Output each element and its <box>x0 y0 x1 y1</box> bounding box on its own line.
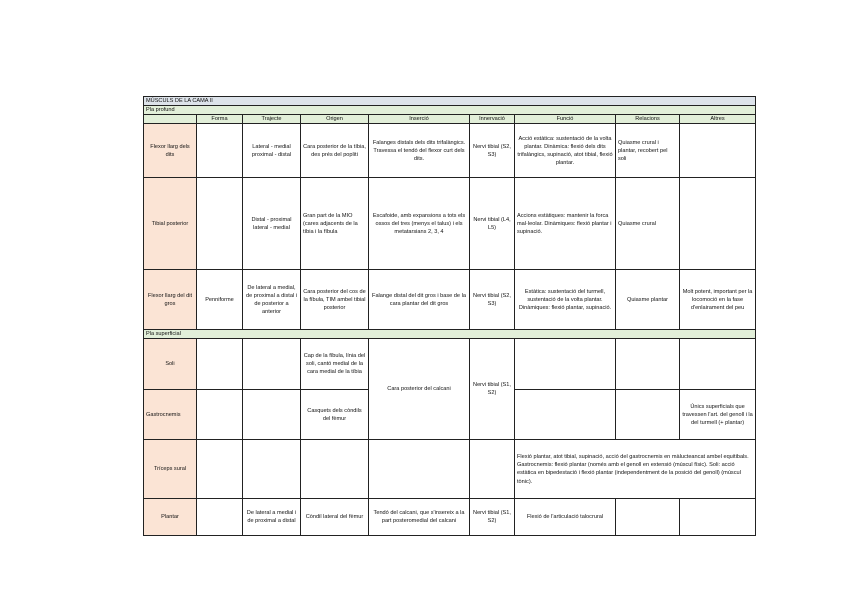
header-relacions[interactable]: Relacions <box>616 115 680 124</box>
insercio-cell[interactable]: Falange distal del dit gros i base de la cara plantar del dit gros <box>369 270 470 330</box>
altres-cell[interactable]: Únics superficials que travessen l'art. del genoll i la del turmell (+ plantar) <box>680 390 756 440</box>
relacions-cell[interactable]: Quiasme crural <box>616 178 680 270</box>
table-row <box>144 440 756 499</box>
funcio-cell[interactable] <box>515 390 616 440</box>
origen-cell[interactable] <box>301 440 369 499</box>
altres-cell[interactable] <box>680 178 756 270</box>
innervacio-cell[interactable]: Nervi tibial (L4, L5) <box>470 178 515 270</box>
header-origen[interactable]: Origen <box>301 115 369 124</box>
forma-cell[interactable] <box>197 339 243 390</box>
section-superficial[interactable]: Pla superficial <box>144 330 756 339</box>
insercio-cell-shared[interactable]: Cara posterior del calcani <box>369 339 470 440</box>
table-row <box>144 339 756 390</box>
muscle-name-cell[interactable]: Plantar <box>144 499 197 536</box>
origen-cell[interactable]: Cara posterior del cos de la fíbula, TIM ambel tibial posterior <box>301 270 369 330</box>
relacions-cell[interactable] <box>616 499 680 536</box>
table-row <box>144 499 756 536</box>
header-insercio[interactable]: Inserció <box>369 115 470 124</box>
muscle-name-cell[interactable]: Soli <box>144 339 197 390</box>
header-innervacio[interactable]: Innervació <box>470 115 515 124</box>
insercio-cell[interactable]: Tendó del calcani, que s'insereix a la part posteromedial del calcani <box>369 499 470 536</box>
muscle-table <box>143 96 756 536</box>
muscle-name-cell[interactable]: Flexor llarg del dit gros <box>144 270 197 330</box>
trajecte-cell[interactable] <box>243 339 301 390</box>
trajecte-cell[interactable] <box>243 390 301 440</box>
funcio-cell[interactable] <box>515 339 616 390</box>
origen-cell[interactable]: Cap de la fíbula, línia del soli, cantó medial de la cara medial de la tíbia <box>301 339 369 390</box>
trajecte-cell[interactable] <box>243 440 301 499</box>
sheet-title[interactable]: MÚSCULS DE LA CAMA II <box>144 97 756 106</box>
muscle-name-cell[interactable]: Gastrocnemis <box>144 390 197 440</box>
section-deep[interactable]: Pla profund <box>144 106 756 115</box>
forma-cell[interactable] <box>197 499 243 536</box>
insercio-cell[interactable]: Falanges distals dels dits trifalàngics. Travessa el tendó del flexor curt dels dits. <box>369 124 470 178</box>
table-row <box>144 270 756 330</box>
trajecte-cell[interactable]: De lateral a medial i de proximal a distal <box>243 499 301 536</box>
table-row <box>144 124 756 178</box>
insercio-cell[interactable]: Escafoide, amb expansions a tots els ossos del tres (menys el talus) i els metatarsians 2, 3, 4 <box>369 178 470 270</box>
innervacio-cell-shared[interactable]: Nervi tibial (S1, S2) <box>470 339 515 440</box>
altres-cell[interactable]: Molt potent, important per la locomoció en la fase d'enlairament del peu <box>680 270 756 330</box>
origen-cell[interactable]: Cara posterior de la tíbia, des prés del popliti <box>301 124 369 178</box>
header-altres[interactable]: Altres <box>680 115 756 124</box>
muscle-name-cell[interactable]: Tibial posterior <box>144 178 197 270</box>
forma-cell[interactable] <box>197 124 243 178</box>
relacions-cell[interactable]: Quiasme plantar <box>616 270 680 330</box>
origen-cell[interactable]: Gran part de la MIO (cares adjacents de la tíbia i la fíbula <box>301 178 369 270</box>
header-row <box>144 115 756 124</box>
trajecte-cell[interactable]: Distal - proximal lateral - medial <box>243 178 301 270</box>
funcio-cell[interactable]: Accions estàtiques: mantenir la forca mal·leolar. Dinàmiques: flexió plantar i supinació. <box>515 178 616 270</box>
muscle-name-cell[interactable]: Tríceps sural <box>144 440 197 499</box>
innervacio-cell[interactable] <box>470 440 515 499</box>
funcio-cell[interactable]: Flexió de l'articulació talocrural <box>515 499 616 536</box>
origen-cell[interactable]: Casquets dels còndils del fèmur <box>301 390 369 440</box>
insercio-cell[interactable] <box>369 440 470 499</box>
innervacio-cell[interactable]: Nervi tibial (S1, S2) <box>470 499 515 536</box>
trajecte-cell[interactable]: Lateral - medial proximal - distal <box>243 124 301 178</box>
funcio-cell-merged[interactable]: Flexió plantar, atot tibial, supinació, acció del gastrocnemis en màlucteancat ambel equitibals. Gastrocnemis: flexió plantar (només amb el genoll en extensió (múscul físic). Soli: acció estàtica en bipedestació i flexió plantar (independentment de la posició del genoll) (múscul tònic). <box>515 440 756 499</box>
table-row <box>144 178 756 270</box>
header-corner[interactable] <box>144 115 197 124</box>
forma-cell[interactable]: Penniforme <box>197 270 243 330</box>
altres-cell[interactable] <box>680 499 756 536</box>
forma-cell[interactable] <box>197 390 243 440</box>
altres-cell[interactable] <box>680 124 756 178</box>
header-trajecte[interactable]: Trajecte <box>243 115 301 124</box>
header-forma[interactable]: Forma <box>197 115 243 124</box>
relacions-cell[interactable] <box>616 339 680 390</box>
trajecte-cell[interactable]: De lateral a medial, de proximal a distal i de posterior a anterior <box>243 270 301 330</box>
forma-cell[interactable] <box>197 440 243 499</box>
header-funcio[interactable]: Funció <box>515 115 616 124</box>
muscle-name-cell[interactable]: Flexor llarg dels dits <box>144 124 197 178</box>
altres-cell[interactable] <box>680 339 756 390</box>
relacions-cell[interactable] <box>616 390 680 440</box>
funcio-cell[interactable]: Acció estàtica: sustentació de la volta plantar. Dinàmica: flexió dels dits trifalàngics, supinació, atot tibial, flexió plantar. <box>515 124 616 178</box>
origen-cell[interactable]: Còndil lateral del fèmur <box>301 499 369 536</box>
funcio-cell[interactable]: Estàtica: sustentació del turmell, sustentació de la volta plantar. Dinàmiques: flexió plantar, supinació. <box>515 270 616 330</box>
innervacio-cell[interactable]: Nervi tibial (S2, S3) <box>470 270 515 330</box>
forma-cell[interactable] <box>197 178 243 270</box>
relacions-cell[interactable]: Quiasme crural i plantar, recobert pel soli <box>616 124 680 178</box>
innervacio-cell[interactable]: Nervi tibial (S2, S3) <box>470 124 515 178</box>
